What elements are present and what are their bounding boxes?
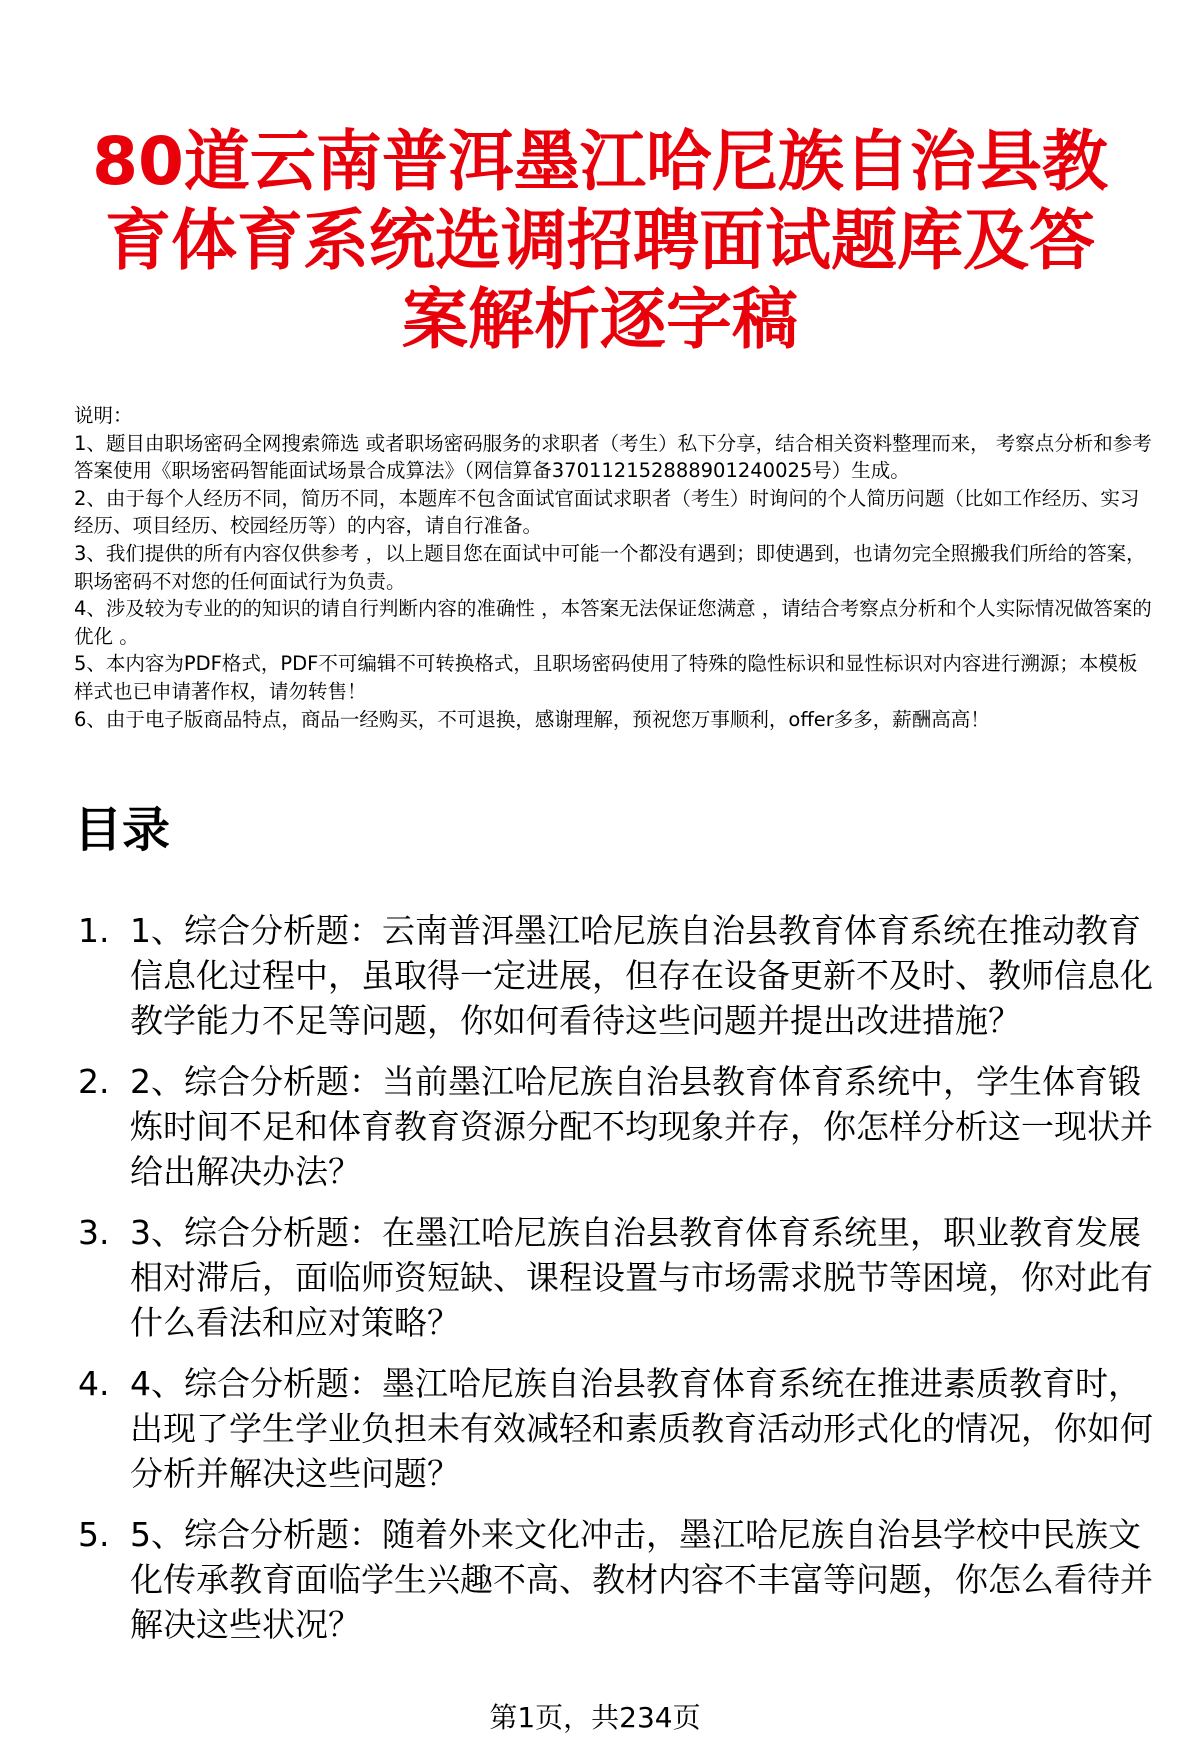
toc-item-text[interactable]: 3、综合分析题：在墨江哈尼族自治县教育体育系统里，职业教育发展相对滞后，面临师资短缺、课程设置与市场需求脱节等困境，你对此有什么看法和应对策略？ [130, 1213, 1153, 1342]
toc-item[interactable] [78, 1512, 1168, 1647]
notes-heading: 说明： [74, 404, 133, 427]
note-item: 3、我们提供的所有内容仅供参考 ，以上题目您在面试中可能一个都没有遇到；即使遇到，也请勿完全照搬我们所给的答案，职场密码不对您的任何面试行为负责。 [74, 541, 1146, 593]
toc-item-text[interactable]: 1、综合分析题：云南普洱墨江哈尼族自治县教育体育系统在推动教育信息化过程中，虽取得一定进展，但存在设备更新不及时、教师信息化教学能力不足等问题，你如何看待这些问题并提出改进措施？ [130, 911, 1153, 1040]
notes-section [74, 402, 1154, 733]
toc-item[interactable] [78, 1210, 1168, 1345]
document-title: 80道云南普洱墨江哈尼族自治县教育体育系统选调招聘面试题库及答案解析逐字稿 [92, 123, 1108, 358]
note-item: 2、由于每个人经历不同，简历不同，本题库不包含面试官面试求职者（考生）时询问的个人简历问题（比如工作经历、实习经历、项目经历、校园经历等）的内容，请自行准备。 [74, 486, 1140, 538]
toc-item[interactable] [78, 1361, 1168, 1496]
note-item: 1、题目由职场密码全网搜索筛选 或者职场密码服务的求职者（考生）私下分享，结合相关资料整理而来， 考察点分析和参考答案使用《职场密码智能面试场景合成算法》（网信算备370112152888901240025号）生成。 [74, 431, 1152, 483]
note-item: 4、涉及较为专业的的知识的请自行判断内容的准确性 ，本答案无法保证您满意 ，请结合考察点分析和个人实际情况做答案的优化 。 [74, 597, 1152, 648]
note-item: 6、由于电子版商品特点，商品一经购买，不可退换，感谢理解，预祝您万事顺利，offer多多，薪酬高高！ [74, 707, 990, 731]
toc-item-text[interactable]: 4、综合分析题：墨江哈尼族自治县教育体育系统在推进素质教育时，出现了学生学业负担未有效减轻和素质教育活动形式化的情况，你如何分析并解决这些问题？ [130, 1364, 1153, 1493]
toc-list [78, 908, 1168, 1663]
toc-item-text[interactable]: 2、综合分析题：当前墨江哈尼族自治县教育体育系统中，学生体育锻炼时间不足和体育教育资源分配不均现象并存，你怎样分析这一现状并给出解决办法？ [130, 1062, 1153, 1191]
toc-item-number: 2. [78, 1062, 110, 1101]
page-number-footer: 第1页，共234页 [489, 1701, 701, 1734]
toc-item-number: 5. [78, 1515, 110, 1554]
note-item: 5、本内容为PDF格式，PDF不可编辑不可转换格式，且职场密码使用了特殊的隐性标识和显性标识对内容进行溯源；本模板样式也已申请著作权，请勿转售！ [74, 652, 1138, 703]
toc-item-number: 1. [78, 911, 110, 950]
toc-item-text[interactable]: 5、综合分析题：随着外来文化冲击，墨江哈尼族自治县学校中民族文化传承教育面临学生兴趣不高、教材内容不丰富等问题，你怎么看待并解决这些状况？ [130, 1515, 1153, 1644]
toc-item[interactable] [78, 1059, 1168, 1194]
toc-heading: 目录 [74, 802, 171, 858]
toc-item-number: 4. [78, 1364, 110, 1403]
toc-item-number: 3. [78, 1213, 110, 1252]
toc-item[interactable] [78, 908, 1168, 1043]
